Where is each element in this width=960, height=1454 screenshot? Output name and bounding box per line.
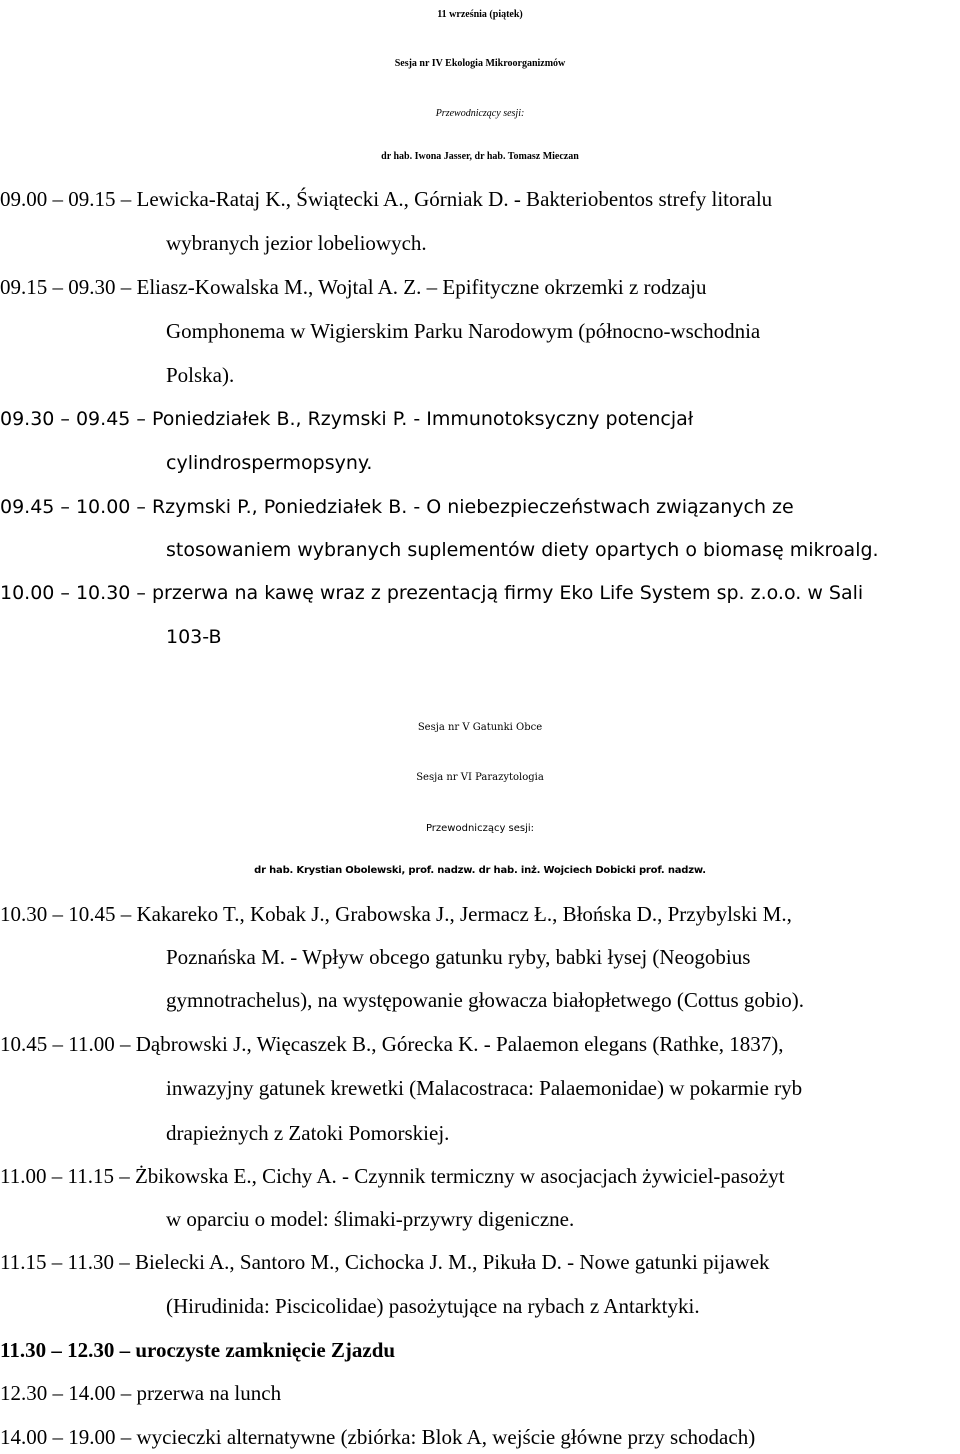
schedule-line: 10.30 – 10.45 – Kakareko T., Kobak J., Grabowska J., Jermacz Ł., Błońska D., Przybylski M., [0, 902, 792, 926]
schedule-line: 10.00 – 10.30 – przerwa na kawę wraz z prezentacją firmy Eko Life System sp. z.o.o. w Sali [0, 582, 864, 604]
day-heading: 11 września (piątek) [437, 9, 523, 20]
schedule-line-continued: Gomphonema w Wigierskim Parku Narodowym (północno-wschodnia [166, 319, 761, 343]
schedule-line-continued: stosowaniem wybranych suplementów diety opartych o biomasę mikroalg. [166, 539, 879, 561]
session-6-title: Sesja nr VI Parazytologia [416, 772, 544, 783]
session-4-chair-label: Przewodniczący sesji: [435, 108, 525, 119]
schedule-line-continued: gymnotrachelus), na występowanie głowacza białopłetwego (Cottus gobio). [166, 988, 804, 1012]
schedule-line-continued: 103-B [166, 626, 222, 648]
schedule-line-continued: (Hirudinida: Piscicolidae) pasożytujące na rybach z Antarktyki. [166, 1294, 700, 1318]
session-4-title: Sesja nr IV Ekologia Mikroorganizmów [394, 58, 566, 69]
session-6-chair-label: Przewodniczący sesji: [425, 823, 535, 834]
session-6-chair-names: dr hab. Krystian Obolewski, prof. nadzw. dr hab. inż. Wojciech Dobicki prof. nadzw. [254, 865, 706, 876]
schedule-line: 11.15 – 11.30 – Bielecki A., Santoro M., Cichocka J. M., Pikuła D. - Nowe gatunki pijawek [0, 1250, 770, 1274]
closing-ceremony-line: 11.30 – 12.30 – uroczyste zamknięcie Zjazdu [0, 1338, 396, 1362]
schedule-line: 09.45 – 10.00 – Rzymski P., Poniedziałek B. - O niebezpieczeństwach związanych ze [0, 496, 794, 518]
schedule-line: 09.15 – 09.30 – Eliasz-Kowalska M., Wojtal A. Z. – Epifityczne okrzemki z rodzaju [0, 275, 707, 299]
session-4-chair-names: dr hab. Iwona Jasser, dr hab. Tomasz Mieczan [381, 151, 579, 162]
schedule-line: 09.00 – 09.15 – Lewicka-Rataj K., Świątecki A., Górniak D. - Bakteriobentos strefy litoralu [0, 187, 773, 211]
schedule-line-continued: cylindrospermopsyny. [166, 452, 373, 474]
session-5-title: Sesja nr V Gatunki Obce [417, 722, 543, 733]
schedule-line-continued: wybranych jezior lobeliowych. [166, 231, 427, 255]
schedule-line-continued: inwazyjny gatunek krewetki (Malacostraca: Palaemonidae) w pokarmie ryb [166, 1076, 803, 1100]
lunch-break-line: 12.30 – 14.00 – przerwa na lunch [0, 1381, 282, 1405]
schedule-line: 11.00 – 11.15 – Żbikowska E., Cichy A. - Czynnik termiczny w asocjacjach żywiciel-pasożyt [0, 1164, 785, 1188]
schedule-line-continued: Poznańska M. - Wpływ obcego gatunku ryby, babki łysej (Neogobius [166, 945, 751, 969]
schedule-line: 09.30 – 09.45 – Poniedziałek B., Rzymski P. - Immunotoksyczny potencjał [0, 408, 694, 430]
schedule-line: 10.45 – 11.00 – Dąbrowski J., Więcaszek B., Górecka K. - Palaemon elegans (Rathke, 1837), [0, 1032, 784, 1056]
schedule-line-continued: drapieżnych z Zatoki Pomorskiej. [166, 1121, 450, 1145]
schedule-line-continued: Polska). [166, 363, 235, 387]
excursions-line: 14.00 – 19.00 – wycieczki alternatywne (zbiórka: Blok A, wejście główne przy schodach) [0, 1425, 756, 1449]
schedule-line-continued: w oparciu o model: ślimaki-przywry digeniczne. [166, 1207, 575, 1231]
